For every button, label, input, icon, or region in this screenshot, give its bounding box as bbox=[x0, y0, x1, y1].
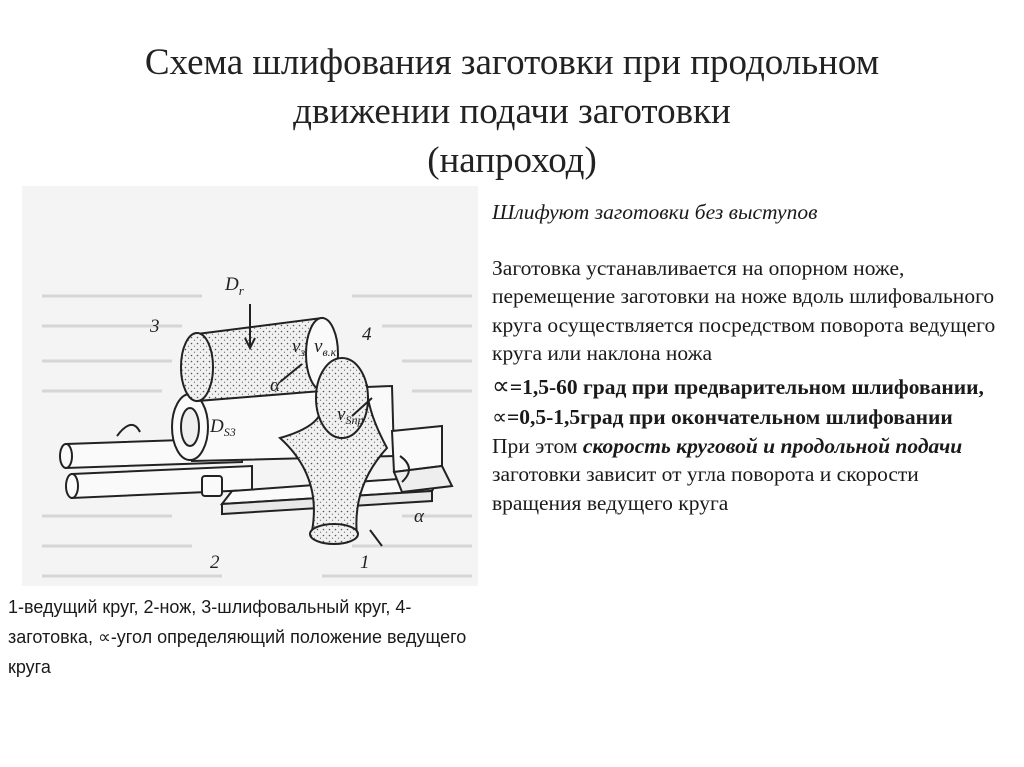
label-3: 3 bbox=[150, 316, 160, 337]
label-alpha-bottom: α bbox=[414, 506, 424, 527]
title-line-2: движении подачи заготовки bbox=[293, 91, 731, 132]
alpha-symbol-2: ∝ bbox=[492, 405, 508, 429]
spacer bbox=[492, 227, 1012, 254]
caption-text-start: 1-ведущий круг, 2-нож, 3-шлифовальный круг, 4- заготовка, bbox=[8, 597, 412, 647]
label-dr: $D_r$ bbox=[225, 274, 244, 298]
alpha-symbol-1: ∝ bbox=[492, 370, 510, 400]
label-ds3: $D_{S3}$ bbox=[210, 416, 236, 439]
conclusion-emphasis: скорость круговой и продольной подачи bbox=[582, 433, 963, 458]
conclusion-post: заготовки зависит от угла поворота и скорости вращения ведущего круга bbox=[492, 462, 919, 515]
description-paragraph: Заготовка устанавливается на опорном ноже, перемещение заготовки на ноже вдоль шлифовального круга осуществляется посредством поворота ведущего круга или наклона ножа bbox=[492, 255, 996, 365]
alpha-final bbox=[492, 403, 1012, 432]
figure-caption bbox=[8, 592, 478, 682]
slide-title bbox=[0, 38, 1024, 185]
caption-text-end: -угол определяющий положение ведущего круга bbox=[8, 627, 467, 677]
label-vspr: $v_{Sпр}$ bbox=[337, 404, 364, 427]
conclusion-pre: При этом bbox=[492, 433, 583, 458]
grinding-scheme-drawing bbox=[22, 186, 478, 586]
guide-plate bbox=[392, 426, 452, 492]
label-2: 2 bbox=[210, 552, 220, 573]
description-text bbox=[492, 198, 1012, 517]
label-4: 4 bbox=[362, 324, 372, 345]
alpha-preliminary bbox=[492, 372, 1012, 402]
label-v3: $v_з$ bbox=[292, 336, 306, 359]
alpha-final-text: =0,5-1,5град при окончательном шлифовании bbox=[507, 405, 953, 429]
label-alpha-top: α bbox=[270, 375, 280, 396]
label-vvk: $v_{в.к}$ bbox=[314, 336, 337, 359]
title-line-3: (напроход) bbox=[427, 140, 597, 181]
grinding-scheme-figure bbox=[22, 186, 478, 586]
alpha-preliminary-text: =1,5-60 град при предварительном шлифовании, bbox=[509, 374, 984, 399]
conclusion-paragraph bbox=[492, 432, 1012, 518]
title-line-1: Схема шлифования заготовки при продольном bbox=[144, 42, 880, 83]
caption-alpha-symbol: ∝ bbox=[97, 627, 111, 647]
subheading: Шлифуют заготовки без выступов bbox=[492, 200, 818, 224]
label-1: 1 bbox=[360, 552, 370, 573]
